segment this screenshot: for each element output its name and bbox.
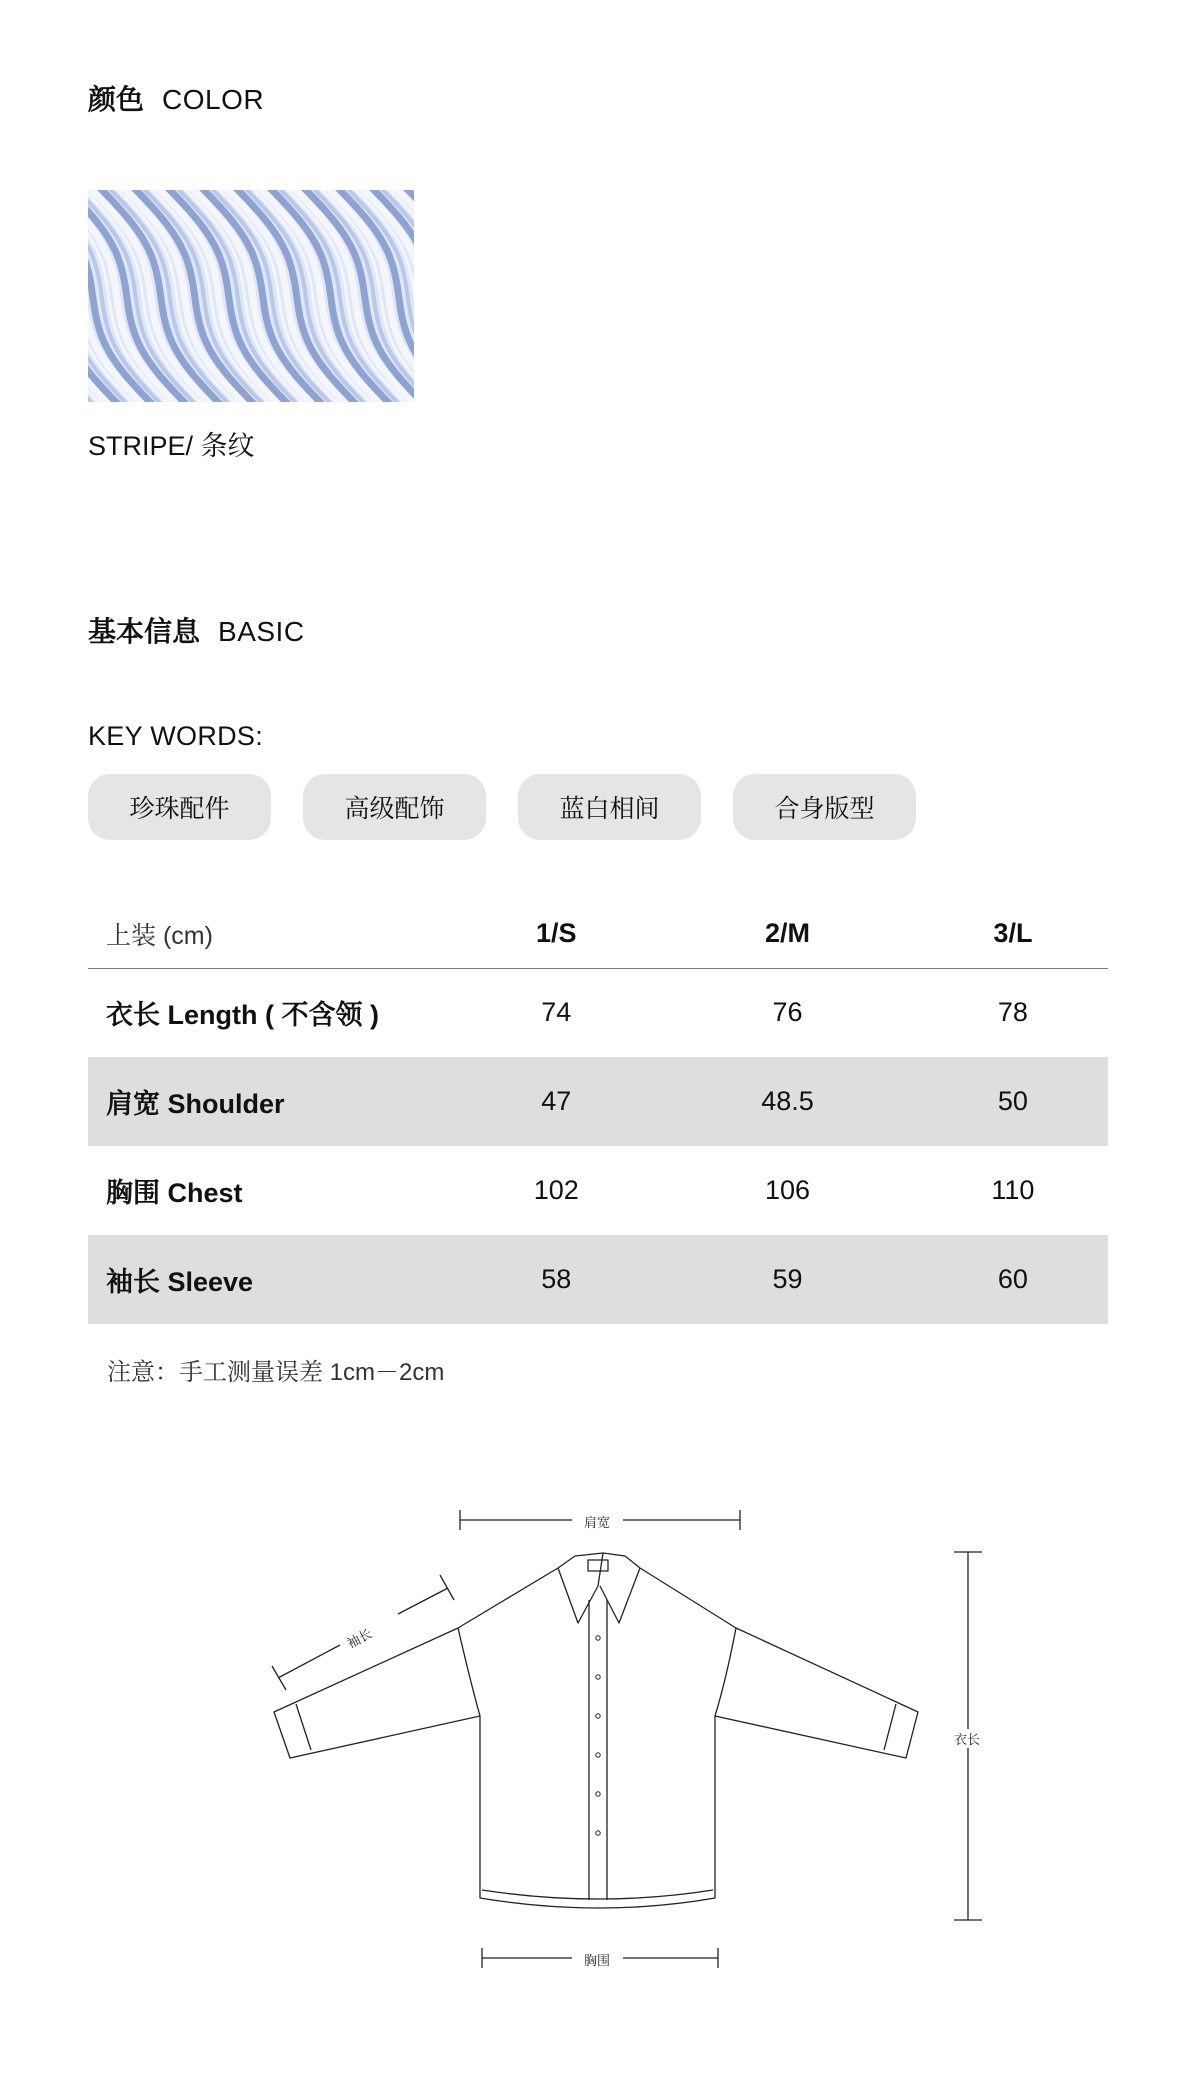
size-table-header (88, 900, 1108, 968)
row-label: 胸围 Chest (106, 1178, 243, 1208)
shoulder-width-label: 肩宽 (584, 1515, 611, 1530)
size-header-m: 2/M (657, 900, 918, 968)
chest-width-label: 胸围 (584, 1953, 611, 1968)
table-cell: 47 (456, 1057, 658, 1146)
keyword-tag[interactable]: 合身版型 (733, 774, 916, 840)
table-row-shoulder (88, 1057, 1108, 1146)
keyword-tag[interactable]: 高级配饰 (303, 774, 486, 840)
table-cell: 76 (772, 997, 803, 1028)
table-cell: 110 (991, 1175, 1035, 1205)
color-title-cn: 颜色 (88, 84, 145, 115)
size-table (88, 900, 1108, 1324)
table-cell: 78 (997, 997, 1028, 1028)
table-cell: 74 (541, 997, 572, 1028)
table-row-length (88, 968, 1108, 1057)
table-cell: 50 (918, 1057, 1108, 1146)
table-cell: 106 (764, 1175, 810, 1205)
color-section-title (88, 78, 264, 118)
basic-section-title (88, 610, 305, 650)
measurement-note: 注意：手工测量误差 1cm－2cm (107, 1359, 445, 1386)
table-header-label: 上装 (cm) (88, 900, 456, 968)
table-cell: 58 (456, 1235, 658, 1324)
table-cell: 48.5 (657, 1057, 918, 1146)
row-label: 袖长 Sleeve (88, 1235, 456, 1324)
table-cell: 59 (657, 1235, 918, 1324)
body-length-label: 衣长 (954, 1729, 980, 1748)
color-title-en: COLOR (162, 84, 265, 115)
table-cell: 60 (918, 1235, 1108, 1324)
swatch-label: STRIPE/ 条纹 (88, 431, 255, 461)
stripe-pattern-image (88, 190, 414, 402)
table-row-chest (88, 1146, 1108, 1235)
keyword-tags (88, 774, 916, 840)
size-header-s: 1/S (456, 900, 658, 968)
row-label: 衣长 Length ( 不含领 ) (106, 1000, 379, 1031)
keywords-label: KEY WORDS: (88, 721, 264, 751)
keyword-tag[interactable]: 珍珠配件 (88, 774, 271, 840)
basic-title-en: BASIC (218, 616, 305, 647)
basic-title-cn: 基本信息 (88, 616, 201, 647)
shirt-measurement-diagram (0, 1480, 1200, 1980)
row-label: 肩宽 Shoulder (88, 1057, 456, 1146)
table-row-sleeve (88, 1235, 1108, 1324)
table-cell: 102 (533, 1175, 579, 1205)
size-header-l: 3/L (918, 900, 1108, 968)
shirt-outline-drawing (0, 1480, 1200, 1980)
stripe-swatch[interactable] (88, 190, 414, 402)
sleeve-length-label: 袖长 (344, 1625, 375, 1652)
keyword-tag[interactable]: 蓝白相间 (518, 774, 701, 840)
